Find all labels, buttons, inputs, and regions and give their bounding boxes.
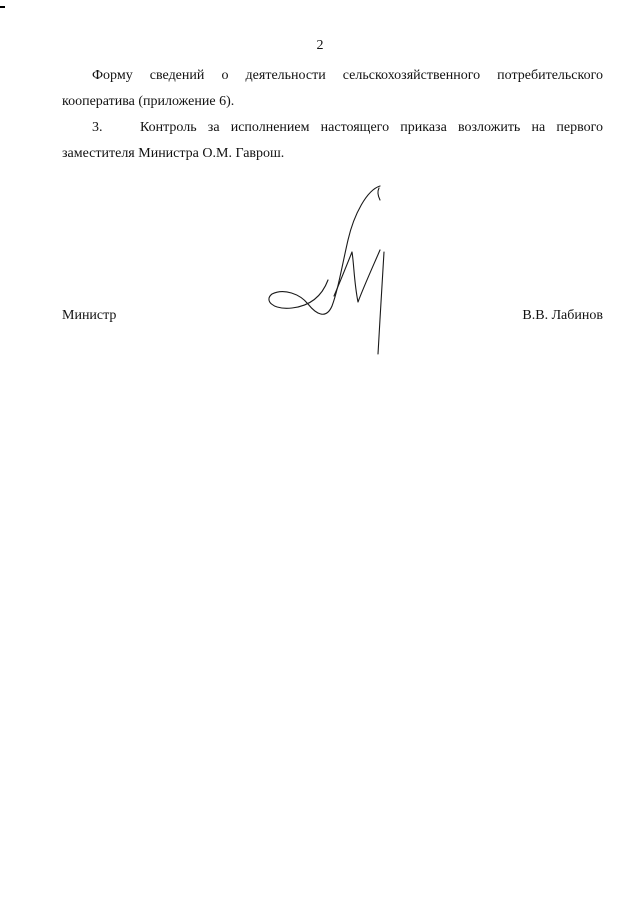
signatory-name: В.В. Лабинов xyxy=(522,308,603,323)
signature-block xyxy=(62,308,603,332)
paragraph-number: 3. xyxy=(92,120,103,135)
paragraph-text: Контроль за исполнением настоящего приказа возложить на первого заместителя Министра О.М. Гаврош. xyxy=(62,120,603,161)
paragraph-form-item xyxy=(62,63,603,115)
paragraph-item-3 xyxy=(62,115,603,167)
page-number: 2 xyxy=(316,38,324,53)
document-body xyxy=(62,63,603,167)
paragraph-text: Форму сведений о деятельности сельскохозяйственного потребительского кооператива (приложение 6). xyxy=(62,68,603,109)
signatory-position: Министр xyxy=(62,308,117,323)
scan-corner-mark xyxy=(0,6,5,8)
